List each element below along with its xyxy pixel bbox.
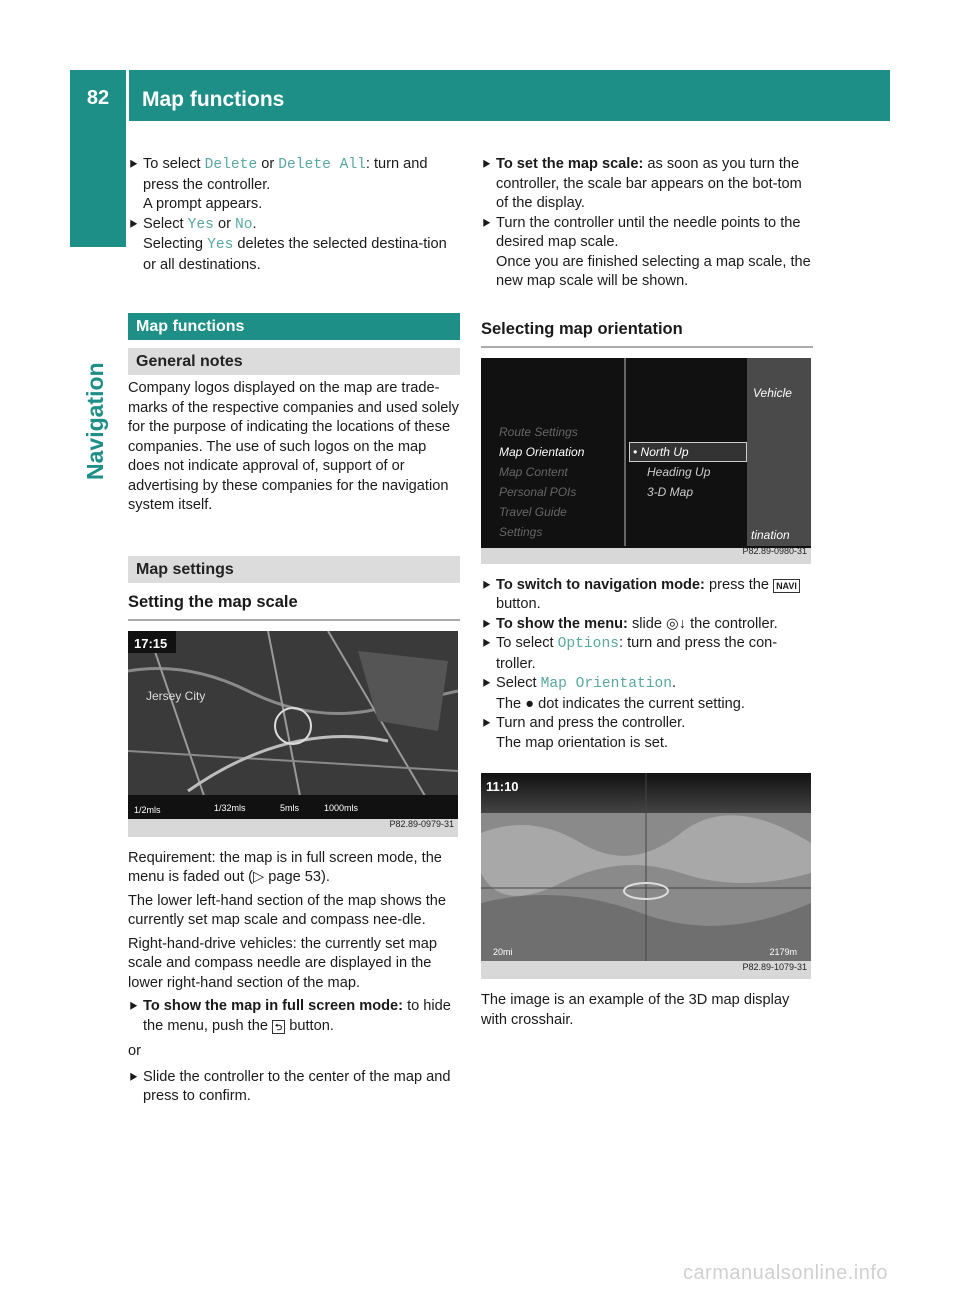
page-header — [70, 70, 890, 121]
step-arrow-icon: ⯈ — [128, 1069, 139, 1085]
right-column — [481, 155, 813, 1030]
section-map-functions: Map functions — [128, 313, 460, 340]
dot-icon: ● — [525, 695, 535, 712]
page-ref-icon: ▷ — [252, 869, 265, 885]
heading-map-settings: Map settings — [128, 556, 460, 583]
controller-slide-icon: ◎↓ — [666, 615, 687, 632]
clock-time: 11:10 — [486, 779, 519, 794]
step-select-yes-no: ⯈ Select Yes or No. Selecting Yes deletes the selected destina-tion or all destinations. — [128, 215, 447, 273]
step-full-screen: ⯈ To show the map in full screen mode: to hide the menu, push the ⮌ button. — [128, 998, 451, 1034]
step-set-scale: ⯈ To set the map scale: as soon as you turn the controller, the scale bar appears on the bot-tom of the display. — [481, 156, 802, 211]
left-column — [128, 155, 460, 1107]
altitude-label: 2179m — [769, 947, 797, 957]
vehicle-label: Vehicle — [753, 385, 792, 400]
step-arrow-icon: ⯈ — [481, 577, 492, 593]
terrain-map-graphic — [481, 773, 811, 979]
or-text: or — [128, 1043, 141, 1059]
menu-item[interactable]: Route Settings — [499, 424, 578, 439]
page-title: Map functions — [142, 88, 285, 111]
step-slide-center: ⯈ Slide the controller to the center of the map and press to confirm. — [128, 1068, 451, 1104]
3d-map-image — [481, 773, 811, 979]
step-arrow-icon: ⯈ — [481, 215, 492, 231]
sidebar — [70, 121, 126, 1161]
3d-map-caption: The image is an example of the 3D map display with crosshair. — [481, 992, 790, 1028]
image-code: P82.89-0979-31 — [389, 819, 454, 829]
step-arrow-icon: ⯈ — [481, 157, 492, 172]
requirement-text: Requirement: the map is in full screen mode, the menu is faded out (▷ page 53). — [128, 849, 442, 885]
scale-current: 1/2mls — [134, 804, 161, 815]
orientation-options — [633, 442, 745, 502]
scale-label: 20mi — [493, 947, 513, 957]
settings-menu-list — [499, 422, 619, 542]
lower-section-text: The lower left-hand section of the map shows the currently set map scale and compass nee-dle. — [128, 892, 446, 928]
menu-item[interactable]: Personal POIs — [499, 484, 577, 499]
option-3d-map[interactable]: 3-D Map — [647, 484, 694, 499]
map-scale-image — [128, 631, 458, 837]
step-arrow-icon: ⯈ — [128, 216, 139, 232]
step-arrow-icon: ⯈ — [481, 716, 492, 731]
orientation-menu-image — [481, 358, 811, 564]
scale-tick-3: 1000mls — [324, 802, 359, 813]
scale-tick-2: 5mls — [280, 802, 300, 813]
heading-general-notes: General notes — [128, 348, 460, 375]
menu-item[interactable]: Map Content — [499, 464, 568, 479]
option-heading-up[interactable]: Heading Up — [647, 464, 711, 479]
destination-label: tination — [751, 527, 790, 542]
heading-selecting-orientation: Selecting map orientation — [481, 318, 813, 348]
header-separator — [126, 70, 129, 121]
map-city-label: Jersey City — [146, 688, 206, 703]
footer-watermark: carmanualsonline.info — [682, 1262, 888, 1284]
step-arrow-icon: ⯈ — [128, 157, 139, 172]
image-code: P82.89-0980-31 — [742, 546, 807, 556]
step-arrow-icon: ⯈ — [481, 616, 492, 632]
back-button-icon: ⮌ — [272, 1020, 285, 1034]
sidebar-section-label: Navigation — [82, 362, 108, 480]
clock-time: 17:15 — [134, 635, 168, 651]
scale-tick-1: 1/32mls — [214, 802, 246, 813]
sidebar-block — [70, 121, 126, 247]
step-select-options: ⯈ To select Options: turn and press the con-troller. — [481, 635, 778, 672]
image-code: P82.89-1079-31 — [742, 961, 807, 972]
menu-item-selected[interactable]: Map Orientation — [499, 444, 585, 459]
sidebar-section — [84, 258, 112, 488]
menu-item[interactable]: Travel Guide — [499, 504, 567, 519]
step-select-delete: ⯈ To select Delete or Delete All: turn and press the controller. A prompt appears. — [128, 156, 428, 212]
step-arrow-icon: ⯈ — [481, 676, 492, 691]
step-arrow-icon: ⯈ — [481, 636, 492, 651]
navi-key-icon: NAVI — [773, 579, 800, 593]
heading-setting-scale: Setting the map scale — [128, 591, 460, 621]
step-navigation-mode: ⯈ To switch to navigation mode: press the NAVI button. — [481, 576, 813, 615]
step-turn-controller: ⯈ Turn the controller until the needle points to the desired map scale. Once you are finished selecting a map scale, the new map scale will be shown. — [481, 214, 811, 289]
page-number: 82 — [86, 87, 110, 109]
step-confirm-orientation: ⯈ Turn and press the controller. The map orientation is set. — [481, 715, 686, 751]
step-show-menu: ⯈ To show the menu: slide ◎↓ the controller. — [481, 615, 813, 635]
rhd-text: Right-hand-drive vehicles: the currently set map scale and compass needle are displayed in the lower right-hand section of the map. — [128, 935, 438, 991]
menu-item[interactable]: Settings — [499, 524, 543, 539]
step-arrow-icon: ⯈ — [128, 999, 139, 1014]
general-notes-text: Company logos displayed on the map are trade-marks of the respective companies and used solely for the purpose of indicating the locations of these companies. The use of such logos on the map does not indicate approval of, support of or advertising by these companies for the navigation system itself. — [128, 380, 459, 513]
step-select-map-orientation: ⯈ Select Map Orientation. The ● dot indicates the current setting. — [481, 675, 745, 712]
option-north-up[interactable]: • North Up — [633, 444, 689, 459]
